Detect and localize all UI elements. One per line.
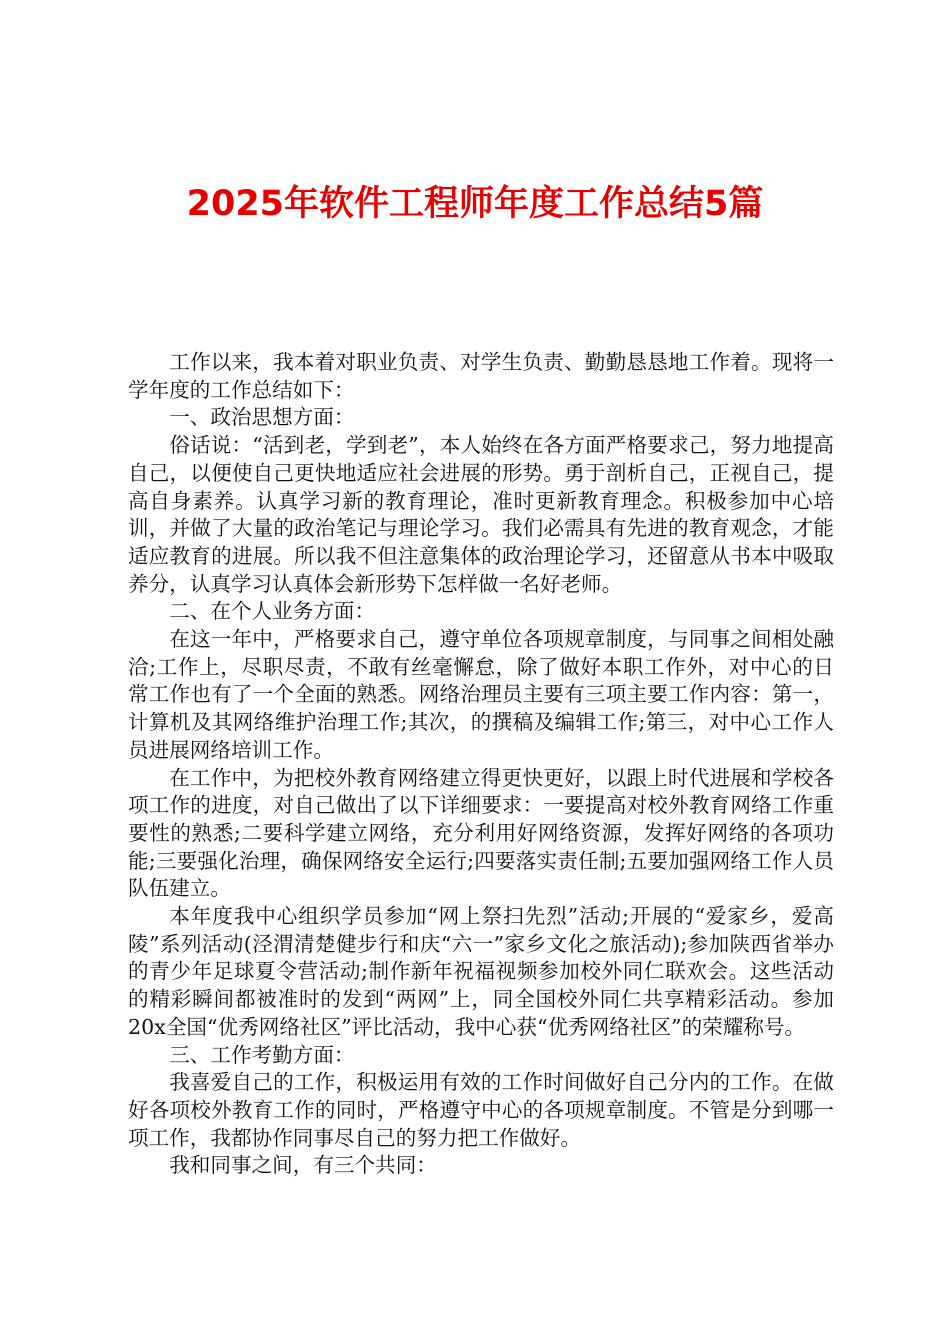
- paragraph-political: 俗话说：“活到老，学到老”，本人始终在各方面严格要求己，努力地提高自己，以便使自己更快地适应社会进展的形势。勇于剖析自己，正视自己，提高自身素养。认真学习新的教育理论，准时更新教育理念。积极参加中心培训，并做了大量的政治笔记与理论学习。我们必需具有先进的教育观念，才能适应教育的进展。所以我不但注意集体的政治理论学习，还留意从书本中吸取养分，认真学习认真体会新形势下怎样做一名好老师。: [128, 433, 834, 596]
- heading-political: 一、政治思想方面：: [169, 405, 355, 430]
- heading-business: 二、在个人业务方面：: [169, 599, 376, 624]
- paragraph-colleagues: 我和同事之间，有三个共同：: [169, 1153, 437, 1178]
- paragraph-business: 在这一年中，严格要求自己，遵守单位各项规章制度，与同事之间相处融洽;工作上，尽职尽责，不敢有丝毫懈怠，除了做好本职工作外，对中心的日常工作也有了一个全面的熟悉。网络治理员主要有三项主要工作内容：第一，计算机及其网络维护治理工作;其次，的撰稿及编辑工作;第三，对中心工作人员进展网络培训工作。: [128, 627, 834, 762]
- document-body: [128, 349, 834, 1180]
- paragraph-network: 在工作中，为把校外教育网络建立得更快更好，以跟上时代进展和学校各项工作的进度，对自己做出了以下详细要求：一要提高对校外教育网络工作重要性的熟悉;二要科学建立网络，充分利用好网络资源，发挥好网络的各项功能;三要强化治理，确保网络安全运行;四要落实责任制;五要加强网络工作人员队伍建立。: [128, 765, 834, 901]
- paragraph-intro: 工作以来，我本着对职业负责、对学生负责、勤勤恳恳地工作着。现将一学年度的工作总结如下：: [128, 350, 834, 402]
- heading-attendance: 三、工作考勤方面：: [169, 1042, 355, 1067]
- paragraph-attendance: 我喜爱自己的工作，积极运用有效的工作时间做好自己分内的工作。在做好各项校外教育工作的同时，严格遵守中心的各项规章制度。不管是分到哪一项工作，我都协作同事尽自己的努力把工作做好。: [128, 1070, 834, 1150]
- paragraph-activities: 本年度我中心组织学员参加“网上祭扫先烈”活动;开展的“爱家乡，爱高陵”系列活动(泾渭清楚健步行和庆“六一”家乡文化之旅活动);参加陕西省举办的青少年足球夏令营活动;制作新年祝福视频参加校外同仁联欢会。这些活动的精彩瞬间都被准时的发到“两网”上，同全国校外同仁共享精彩活动。参加20x全国“优秀网络社区”评比活动，我中心获“优秀网络社区”的荣耀称号。: [128, 904, 834, 1039]
- document-title: 2025年软件工程师年度工作总结5篇: [186, 184, 764, 224]
